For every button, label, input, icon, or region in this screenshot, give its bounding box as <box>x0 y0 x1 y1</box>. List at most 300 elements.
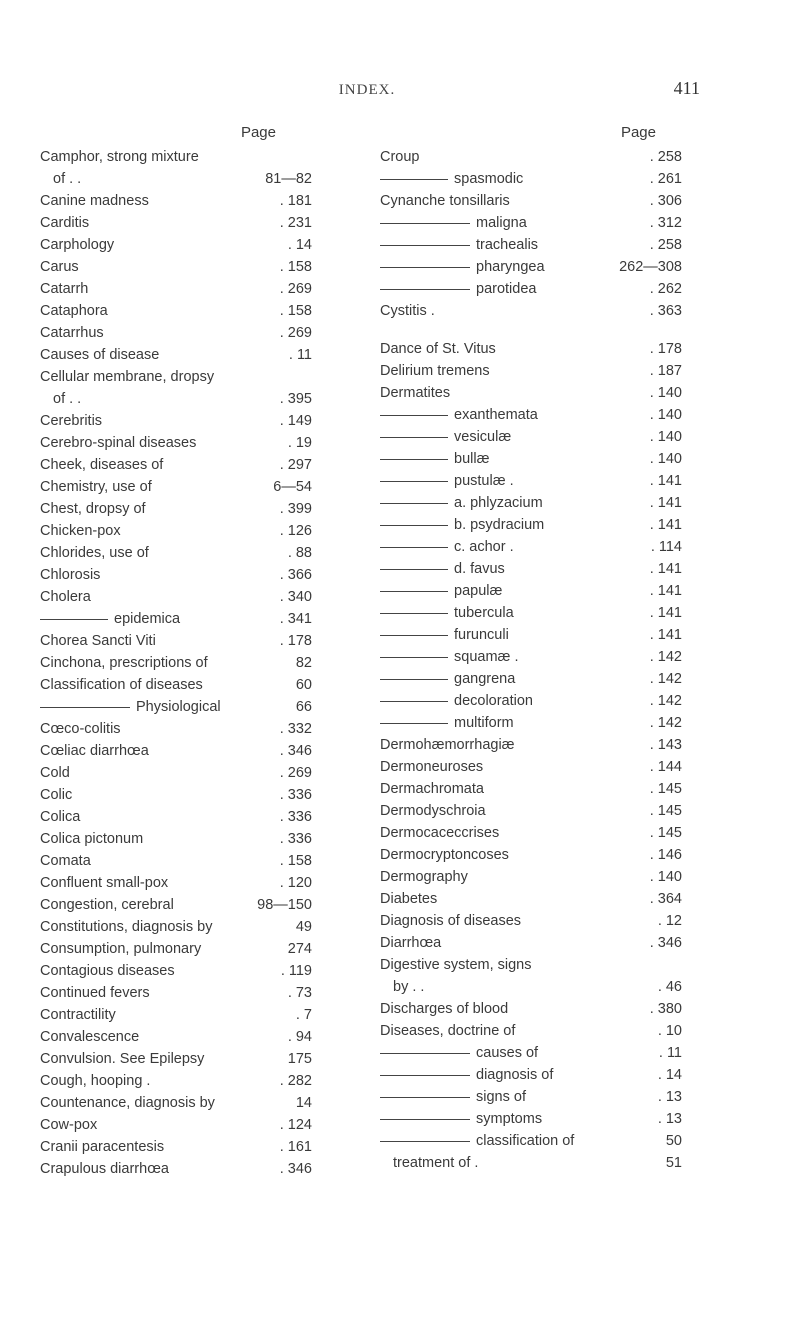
entry-text: Cataphora <box>40 303 108 319</box>
index-entry <box>40 674 312 696</box>
index-entry <box>380 888 682 910</box>
entry-page: . 262 <box>649 281 682 297</box>
entry-text: Contagious diseases <box>40 963 175 979</box>
entry-page: . 141 <box>649 495 682 511</box>
entry-text: Camphor, strong mixture <box>40 149 199 165</box>
entry-text: Chest, dropsy of <box>40 501 146 517</box>
entry-label <box>40 410 272 432</box>
entry-page: . 141 <box>649 561 682 577</box>
entry-text: Dermachromata <box>380 781 484 797</box>
ditto-rule <box>380 1119 470 1120</box>
index-entry <box>380 712 682 734</box>
entry-text: furunculi <box>454 627 509 643</box>
entry-page: . 19 <box>287 435 312 451</box>
entry-label <box>380 492 642 514</box>
entry-label <box>380 212 642 234</box>
entry-text: Cough, hooping . <box>40 1073 151 1089</box>
entry-text: Colica <box>40 809 81 825</box>
index-entry <box>380 580 682 602</box>
entry-page: . 187 <box>649 363 682 379</box>
entry-page: . 7 <box>295 1007 312 1023</box>
entry-page: . 336 <box>279 787 312 803</box>
entry-text: Dance of St. Vitus <box>380 341 496 357</box>
entry-label <box>380 278 642 300</box>
entry-text: Chicken-pox <box>40 523 121 539</box>
page-column-label: Page <box>620 124 656 141</box>
index-entry <box>40 586 312 608</box>
index-entry <box>380 800 682 822</box>
entry-page: . 141 <box>649 583 682 599</box>
entry-text: Croup <box>380 149 420 165</box>
entry-label <box>40 740 272 762</box>
entry-page: . 140 <box>649 429 682 445</box>
entry-text: trachealis <box>476 237 539 253</box>
entry-label <box>40 1158 272 1180</box>
index-entry <box>40 1070 312 1092</box>
entry-label <box>40 278 272 300</box>
index-entry <box>40 300 312 322</box>
index-entry <box>40 498 312 520</box>
ditto-rule <box>380 591 448 592</box>
entry-label <box>380 844 642 866</box>
entry-text: Chemistry, use of <box>40 479 152 495</box>
ditto-rule <box>380 547 448 548</box>
entry-label <box>40 388 272 410</box>
entry-label <box>380 954 642 976</box>
entry-text: Contractility <box>40 1007 116 1023</box>
entry-text: gangrena <box>454 671 516 687</box>
entry-text: Convalescence <box>40 1029 140 1045</box>
ditto-rule <box>380 1075 470 1076</box>
entry-label <box>380 190 642 212</box>
entry-text: Cerebro-spinal diseases <box>40 435 197 451</box>
entry-page: . 340 <box>279 589 312 605</box>
entry-label <box>380 976 642 998</box>
entry-page: . 158 <box>279 853 312 869</box>
entry-text: Discharges of blood <box>380 1001 509 1017</box>
entry-text: Dermohæmorrhagiæ <box>380 737 515 753</box>
index-entry <box>40 1048 312 1070</box>
entry-text: parotidea <box>476 281 537 297</box>
entry-label <box>380 1020 642 1042</box>
index-entry <box>40 1026 312 1048</box>
entry-text: of . . <box>53 391 82 407</box>
index-entry <box>40 872 312 894</box>
index-entry <box>380 514 682 536</box>
index-entry <box>380 756 682 778</box>
entry-page: . 364 <box>649 891 682 907</box>
index-entry <box>380 844 682 866</box>
index-entry <box>40 740 312 762</box>
entry-label <box>40 256 272 278</box>
entry-label <box>40 520 272 542</box>
entry-page: . 12 <box>657 913 682 929</box>
entry-label <box>40 300 272 322</box>
entry-label <box>40 344 272 366</box>
entry-text: squamæ . <box>454 649 519 665</box>
index-column-left <box>40 124 312 1180</box>
ditto-rule <box>380 481 448 482</box>
entry-text: epidemica <box>114 611 181 627</box>
index-entry <box>40 212 312 234</box>
index-entry <box>40 1136 312 1158</box>
index-entry <box>380 234 682 256</box>
entry-text: Catarrh <box>40 281 89 297</box>
entry-text: Cerebritis <box>40 413 103 429</box>
entry-page: 50 <box>665 1133 682 1149</box>
entry-text: Cheek, diseases of <box>40 457 164 473</box>
index-entry <box>40 542 312 564</box>
entry-label <box>380 1130 642 1152</box>
entry-label <box>40 1136 272 1158</box>
index-entry <box>380 822 682 844</box>
index-entry <box>40 806 312 828</box>
entry-text: Dermoneuroses <box>380 759 484 775</box>
entry-text: Diarrhœa <box>380 935 442 951</box>
entry-list <box>380 146 682 1174</box>
entry-page: . 141 <box>649 473 682 489</box>
entry-label <box>380 580 642 602</box>
entry-label <box>40 916 272 938</box>
entry-text: Canine madness <box>40 193 149 209</box>
index-entry <box>40 982 312 1004</box>
entry-text: diagnosis of <box>476 1067 554 1083</box>
index-entry <box>380 1064 682 1086</box>
entry-page: . 13 <box>657 1089 682 1105</box>
entry-page: . 332 <box>279 721 312 737</box>
index-entry <box>40 256 312 278</box>
entry-label <box>40 1004 272 1026</box>
entry-label <box>380 888 642 910</box>
index-entry <box>380 646 682 668</box>
entry-page: . 11 <box>288 347 312 363</box>
entry-label <box>380 690 642 712</box>
entry-page: . 336 <box>279 831 312 847</box>
index-entry <box>40 388 312 410</box>
index-entry <box>380 492 682 514</box>
index-entry <box>380 778 682 800</box>
entry-text: spasmodic <box>454 171 524 187</box>
entry-label <box>40 652 272 674</box>
index-entry <box>380 1108 682 1130</box>
index-entry <box>380 1130 682 1152</box>
index-entry <box>380 404 682 426</box>
running-head: INDEX. <box>338 82 396 98</box>
entry-text: Cow-pox <box>40 1117 98 1133</box>
entry-page: . 178 <box>279 633 312 649</box>
index-entry <box>40 630 312 652</box>
entry-text: Diagnosis of diseases <box>380 913 522 929</box>
ditto-rule <box>380 723 448 724</box>
entry-page: . 145 <box>649 803 682 819</box>
entry-label <box>40 674 272 696</box>
entry-text: Congestion, cerebral <box>40 897 174 913</box>
entry-page: . 346 <box>279 1161 312 1177</box>
entry-text: vesiculæ <box>454 429 512 445</box>
entry-page: 60 <box>295 677 312 693</box>
entry-page: . 114 <box>650 539 682 555</box>
entry-label <box>40 476 272 498</box>
entry-text: papulæ <box>454 583 503 599</box>
entry-page: . 336 <box>279 809 312 825</box>
index-entry <box>40 1158 312 1180</box>
index-entry <box>40 608 312 630</box>
entry-page: . 258 <box>649 149 682 165</box>
entry-page: . 380 <box>649 1001 682 1017</box>
index-entry <box>40 190 312 212</box>
entry-label <box>380 536 642 558</box>
entry-text: Dermocaceccrises <box>380 825 500 841</box>
ditto-rule <box>380 525 448 526</box>
index-entry <box>40 762 312 784</box>
entry-page: . 120 <box>279 875 312 891</box>
index-entry <box>40 1114 312 1136</box>
index-entry <box>380 1152 682 1174</box>
index-entry <box>40 520 312 542</box>
entry-page: . 346 <box>279 743 312 759</box>
index-entry <box>40 168 312 190</box>
index-entry <box>40 894 312 916</box>
ditto-rule <box>380 415 448 416</box>
entry-text: Consumption, pulmonary <box>40 941 202 957</box>
entry-page: . 11 <box>658 1045 682 1061</box>
index-entry <box>380 190 682 212</box>
entry-text: Chlorides, use of <box>40 545 149 561</box>
index-entry <box>40 1004 312 1026</box>
entry-page: . 346 <box>649 935 682 951</box>
entry-label <box>380 1064 642 1086</box>
entry-label <box>40 1092 272 1114</box>
index-entry <box>40 960 312 982</box>
entry-page: . 46 <box>657 979 682 995</box>
entry-label <box>380 734 642 756</box>
entry-label <box>40 212 272 234</box>
entry-text: Cinchona, prescriptions of <box>40 655 208 671</box>
entry-page: 14 <box>295 1095 312 1111</box>
ditto-rule <box>380 223 470 224</box>
index-entry <box>40 234 312 256</box>
entry-page: 175 <box>287 1051 312 1067</box>
entry-label <box>40 454 272 476</box>
entry-page: . 14 <box>657 1067 682 1083</box>
entry-label <box>380 1042 642 1064</box>
entry-page: 6—54 <box>273 479 312 495</box>
entry-page: . 158 <box>279 303 312 319</box>
entry-page: . 181 <box>279 193 312 209</box>
entry-label <box>380 822 642 844</box>
entry-page: . 140 <box>649 869 682 885</box>
entry-page: . 141 <box>649 517 682 533</box>
entry-label <box>380 778 642 800</box>
entry-label <box>40 432 272 454</box>
entry-label <box>40 828 272 850</box>
entry-text: Dermocryptoncoses <box>380 847 509 863</box>
index-entry <box>40 850 312 872</box>
index-entry <box>40 410 312 432</box>
index-entry <box>380 168 682 190</box>
index-entry <box>40 696 312 718</box>
entry-label <box>40 696 272 718</box>
entry-page: 274 <box>287 941 312 957</box>
entry-page: . 261 <box>649 171 682 187</box>
entry-text: Confluent small-pox <box>40 875 169 891</box>
entry-text: Cholera <box>40 589 91 605</box>
entry-page: . 94 <box>287 1029 312 1045</box>
index-entry <box>40 432 312 454</box>
entry-text: exanthemata <box>454 407 538 423</box>
entry-label <box>40 960 272 982</box>
ditto-rule <box>380 679 448 680</box>
index-entry <box>380 910 682 932</box>
index-entry <box>380 602 682 624</box>
index-entry <box>380 448 682 470</box>
entry-page: . 149 <box>279 413 312 429</box>
ditto-rule <box>380 1053 470 1054</box>
index-entry <box>380 932 682 954</box>
entry-text: Cœco-colitis <box>40 721 121 737</box>
entry-text: Dermodyschroia <box>380 803 486 819</box>
entry-label <box>380 712 642 734</box>
entry-text: Cellular membrane, dropsy <box>40 369 215 385</box>
entry-page: . 282 <box>279 1073 312 1089</box>
index-entry <box>380 338 682 360</box>
entry-page: . 269 <box>279 765 312 781</box>
entry-text: pharyngea <box>476 259 545 275</box>
entry-label <box>40 608 272 630</box>
entry-page: . 140 <box>649 385 682 401</box>
entry-label <box>380 998 642 1020</box>
entry-label <box>380 360 642 382</box>
index-entry <box>40 366 312 388</box>
entry-text: Catarrhus <box>40 325 104 341</box>
entry-page: 51 <box>665 1155 682 1171</box>
index-entry <box>380 624 682 646</box>
entry-page: 66 <box>295 699 312 715</box>
entry-page: . 143 <box>649 737 682 753</box>
entry-label <box>380 1086 642 1108</box>
entry-page: 81—82 <box>265 171 312 187</box>
entry-text: causes of <box>476 1045 539 1061</box>
index-entry <box>40 454 312 476</box>
entry-text: Carditis <box>40 215 90 231</box>
entry-page: . 119 <box>280 963 312 979</box>
entry-label <box>40 850 272 872</box>
index-entry <box>380 426 682 448</box>
index-entry <box>380 558 682 580</box>
index-entry <box>40 564 312 586</box>
index-entry <box>380 866 682 888</box>
entry-label <box>380 1152 642 1174</box>
index-entry <box>40 784 312 806</box>
entry-text: Chorea Sancti Viti <box>40 633 156 649</box>
entry-label <box>40 762 272 784</box>
entry-label <box>380 646 642 668</box>
entry-text: Carus <box>40 259 79 275</box>
entry-page: . 145 <box>649 825 682 841</box>
entry-text: of . . <box>53 171 82 187</box>
entry-label <box>40 784 272 806</box>
index-column-right <box>380 124 682 1174</box>
index-entry <box>380 212 682 234</box>
entry-page: . 312 <box>649 215 682 231</box>
entry-label <box>380 910 642 932</box>
entry-page: . 142 <box>649 671 682 687</box>
entry-label <box>40 498 272 520</box>
entry-page: . 258 <box>649 237 682 253</box>
entry-label <box>380 300 642 322</box>
index-entry <box>40 322 312 344</box>
entry-text: multiform <box>454 715 514 731</box>
entry-text: Digestive system, signs <box>380 957 532 973</box>
entry-label <box>380 168 642 190</box>
entry-page: . 145 <box>649 781 682 797</box>
entry-label <box>40 586 272 608</box>
entry-page: . 141 <box>649 605 682 621</box>
index-entry <box>380 998 682 1020</box>
index-entry <box>380 360 682 382</box>
entry-text: Constitutions, diagnosis by <box>40 919 213 935</box>
entry-label <box>40 168 265 190</box>
entry-text: d. favus <box>454 561 505 577</box>
entry-text: symptoms <box>476 1111 543 1127</box>
entry-page: . 73 <box>287 985 312 1001</box>
ditto-rule <box>380 657 448 658</box>
entry-page: . 395 <box>279 391 312 407</box>
ditto-rule <box>380 459 448 460</box>
entry-text: Diabetes <box>380 891 438 907</box>
entry-label <box>380 624 642 646</box>
entry-label <box>40 1026 272 1048</box>
entry-page: 82 <box>295 655 312 671</box>
entry-label <box>380 146 642 168</box>
entry-label <box>40 234 272 256</box>
index-entry <box>40 146 312 168</box>
entry-label <box>380 514 642 536</box>
entry-page: . 306 <box>649 193 682 209</box>
entry-text: Diseases, doctrine of <box>380 1023 516 1039</box>
entry-text: Causes of disease <box>40 347 160 363</box>
entry-label <box>40 322 272 344</box>
entry-label <box>40 1048 272 1070</box>
entry-page: . 141 <box>649 627 682 643</box>
entry-label <box>380 338 642 360</box>
entry-page: . 140 <box>649 451 682 467</box>
page-number: 411 <box>673 78 700 98</box>
entry-text: Physiological <box>136 699 221 715</box>
entry-text: Colica pictonum <box>40 831 144 847</box>
entry-text: Cold <box>40 765 70 781</box>
entry-label <box>380 404 642 426</box>
entry-text: tubercula <box>454 605 514 621</box>
entry-page: . 231 <box>279 215 312 231</box>
entry-label <box>40 146 272 168</box>
ditto-rule <box>380 1097 470 1098</box>
entry-label <box>40 982 272 1004</box>
entry-text: signs of <box>476 1089 526 1105</box>
entry-label <box>380 426 642 448</box>
entry-text: Delirium tremens <box>380 363 490 379</box>
index-entry <box>380 734 682 756</box>
entry-label <box>380 668 642 690</box>
entry-text: treatment of . <box>393 1155 479 1171</box>
entry-label <box>40 718 272 740</box>
index-entry <box>380 1020 682 1042</box>
entry-text: c. achor . <box>454 539 514 555</box>
index-entry <box>380 382 682 404</box>
entry-page: . 341 <box>279 611 312 627</box>
index-entry <box>40 916 312 938</box>
entry-label <box>380 448 642 470</box>
